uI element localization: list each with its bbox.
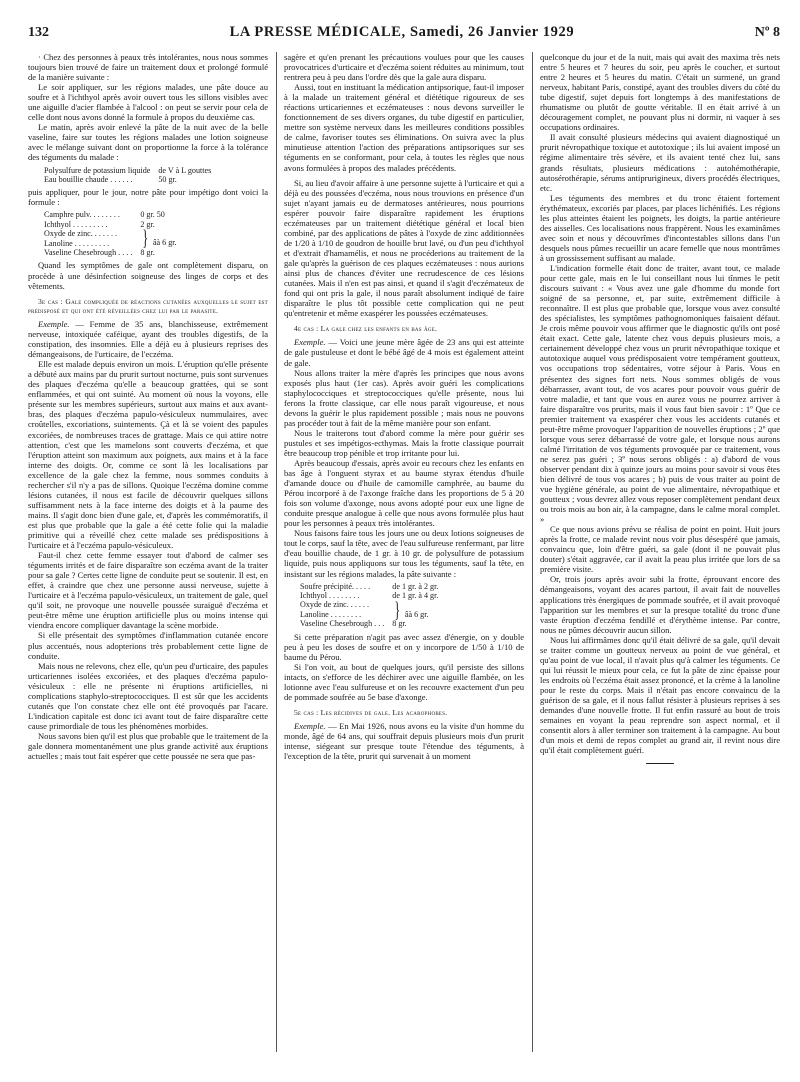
ingredient: Vaseline Chesebrough . . . xyxy=(300,619,385,629)
journal-title: LA PRESSE MÉDICALE, Samedi, 26 Janvier 1929 xyxy=(229,24,575,40)
prescription-row xyxy=(298,591,440,600)
paragraph: Mais nous ne relevons, chez elle, qu'un peu d'urticaire, des papules urticariennes isolées excoriées, et des plaques d'eczéma papulo-vésiculeux : elle ne présente ni éruptions artificielles, ni complications staphylo-streptococciques. Il est sûr que les accidents cutanés que l'on constate chez elle ont été provoqués par l'acare. L'indication capitale est donc ici avant tout de faire disparaître cette cause primordiale de tous les phénomènes morbides. xyxy=(28,660,268,731)
dose-value: âà 6 gr. xyxy=(152,238,177,248)
page-number: 132 xyxy=(28,25,49,40)
dose-value: âà 6 gr. xyxy=(404,609,429,619)
column-divider xyxy=(532,52,533,1052)
dose: de 1 gr. à 2 gr. xyxy=(392,581,439,591)
ingredient: Lanoline . . . . . . . . . xyxy=(44,238,110,248)
prescription-row xyxy=(42,210,179,219)
paragraph: Nous allons traiter la mère d'après les principes que nous avons exposés plus haut (1er cas). Après avoir guéri les complications staphylococciques et streptococciques qu'elle présente, nous lui ferons la frotte classique, car elle nous paraît vigoureuse, et nous devons la guérir le plus rapidement possible ; mais nous ne pouvons pas procéder tout à fait de la même manière pour son enfant. xyxy=(284,367,524,428)
paragraph: Quand les symptômes de gale ont complètement disparu, on procède à une désinfection soigneuse des linges de corps et des vêtements. xyxy=(28,260,268,291)
example-label: Exemple. xyxy=(294,721,326,732)
ingredient: Ichthyol . . . . . . . . xyxy=(300,590,360,600)
dose: de V à L gouttes xyxy=(158,165,212,175)
paragraph: Après beaucoup d'essais, après avoir eu recours chez les enfants en bas âge à l'onguent styrax et au baume styrax étendus d'huile d'amande douce ou d'huile de camomille camphrée, au baume du Pérou incorporé à de l'axonge fraîche dans les proportions de 5 à 20 fois son volume d'axonge, nous avons adopté pour eux une ligne de conduite presque analogue à celle que nous avons formulée plus haut pour les personnes à peaux très intolérantes. xyxy=(284,457,524,529)
paragraph: Ce que nous avions prévu se réalisa de point en point. Huit jours après la frotte, ce malade revint nous voir plus désespéré que jamais, convaincu que, loin d'être guéri, sa gale (dont il ne pouvait plus douter) s'était aggravée, car il avait la peau plus irritée que lors de sa première visite. xyxy=(540,524,780,575)
dose: 50 gr. xyxy=(158,174,177,184)
dose xyxy=(386,596,440,622)
paragraph: quelconque du jour et de la nuit, mais qui avait des maxima très nets entre 5 heures et 7 heures du soir, peu après le coucher, et surtout entre 2 heures et 5 heures du matin. C'était un surmené, un grand nerveux, habitant Paris, constipé, ayant des troubles divers du côté du tube digestif, sujet depuis fort longtemps à des manifestations de rhumatisme ou plutôt de goutte véritable. Il en était arrivé à un découragement complet, ne pouvant plus ni dormir, ni vaquer à ses occupations ordinaires. xyxy=(540,52,780,133)
paragraph: Le soir appliquer, sur les régions malades, une pâte douce au soufre et à l'ichthyol après avoir ouvert tous les sillons visibles avec une aiguille d'acier flambée à l'alcool : on peut se servir pour cela de celle dont nous avons donné la formule à propos du deuxième cas. xyxy=(28,82,268,123)
paragraph: Si elle présentait des symptômes d'inflammation cutanée encore plus accentués, nous adopterions très probablement cette ligne de conduite. xyxy=(28,630,268,661)
prescription-row xyxy=(298,582,440,591)
paragraph: Nous le traiterons tout d'abord comme la mère pour guérir ses pustules et ses impétigos-ecthymas. Mais la frotte classique pourrait être beaucoup trop pénible et trop irritante pour lui. xyxy=(284,427,524,458)
ingredient: Polysulfure de potassium liquide xyxy=(44,165,151,175)
newspaper-page xyxy=(28,24,780,1064)
ingredient: Vaseline Chesebrough . . . . xyxy=(44,248,133,258)
example-label: Exemple. xyxy=(294,337,326,348)
column-divider xyxy=(276,52,277,1052)
paragraph: Elle est malade depuis environ un mois. L'éruption qu'elle présente a débuté aux mains par du prurit surtout nocturne, puis sont survenues des plaques d'eczéma qu'elle a beaucoup grattées, qui se sont enflammées, et qui ont suinté. Au moment où nous la voyons, elle présente sur les membres supérieurs, surtout aux mains et aux avant-bras, des plaques d'eczéma papulo-vésiculeux nummulaires, avec croûtelles, excoriations, suintements. Çà et là se voient des papules excoriées, de nombreuses traces de grattage. Mais ce qui attire notre attention, c'est que les mamelons sont couverts d'eczéma, et que l'éruption atteint son maximum aux poignets, aux mains et à la face interne des doigts. Or, comme ce sont là les localisations par excellence de la gale chez la femme, nous sommes conduits à rechercher s'il n'y a pas de sillons. Quoique l'eczéma domine comme lésions cutanées, il nous est facile de découvrir quelques sillons suffisamment nets à la face interne des doigts et à la paume des mains. Il s'agit donc bien d'une gale, et, d'après les commémoratifs, il est plus que probable que la gale a été cette folie qui la maladie primitive qui a réveillé chez cette malade ses prédispositions à l'urticaire et à l'eczéma papulo-vésiculeux. xyxy=(28,359,268,551)
ingredient: Oxyde de zinc. . . . . . xyxy=(300,600,370,610)
ingredient: Oxyde de zinc. . . . . . . xyxy=(44,229,118,239)
paragraph: Faut-il chez cette femme essayer tout d'abord de calmer ses téguments irrités et de faire disparaître son eczéma avant de la traiter pour sa gale ? Certes cette ligne de conduite peut se soutenir. Il est, en effet, à craindre que chez une personne aussi nerveuse, sujette à l'urticaire et à l'eczéma papulo-vésiculeux, un traitement de gale, quel qu'il soit, ne provoque une nouvelle poussée suraiguë d'eczéma et peut-être même une éruption artificielle plus ou moins intense qui viendra encore compliquer davantage la scène morbide. xyxy=(28,550,268,631)
paragraph xyxy=(284,721,524,761)
example-text: — Voici une jeune mère âgée de 23 ans qui est atteinte de gale pustuleuse et dont le bébé âgé de 4 mois est également atteint de gale. xyxy=(284,337,524,368)
prescription-row xyxy=(42,175,213,184)
prescription-paste xyxy=(42,210,179,257)
dose: 2 gr. xyxy=(140,219,155,229)
paragraph: Or, trois jours après avoir subi la frotte, éprouvant encore des démangeaisons, voyant des acares partout, il avait fait de nouvelles applications très énergiques de pommade soufrée, et il avait provoqué l'apparition sur les membres et sur la presque totalité du tronc d'une vaste éruption d'eczéma fendillé et d'érythème intense. Par contre, nous ne pûmes découvrir aucun sillon. xyxy=(540,574,780,635)
issue-number: Nº 8 xyxy=(754,25,780,40)
section-heading: 3e cas : Gale compliquée de réactions cutanées auxquelles le sujet est prédisposé et qui ont été réveillées chez lui par le parasite. xyxy=(28,296,268,315)
paragraph: puis appliquer, pour le jour, notre pâte pour impétigo dont voici la formule : xyxy=(28,187,268,208)
paragraph: Le matin, après avoir enlevé la pâte de la nuit avec de la belle vaseline, faire sur toutes les régions malades une lotion soigneuse avec le mélange suivant dont on proportionne la force à la tolérance des téguments du malade : xyxy=(28,122,268,163)
dose: 8 gr. xyxy=(392,619,407,629)
ingredient: Soufre précipité. . . . . xyxy=(300,581,371,591)
section-heading: 4e cas : La gale chez les enfants en bas âge. xyxy=(294,324,438,334)
paragraph: Nous savons bien qu'il est plus que probable que le traitement de la gale donnera momentanément une plus grande activité aux éruptions actuelles ; mais tout fait espérer que cette poussée ne sera que pas- xyxy=(28,730,268,762)
prescription-row xyxy=(42,248,179,257)
prescription-row xyxy=(42,229,179,238)
ingredient: Lanoline . . . . . . . . xyxy=(300,609,362,619)
paragraph xyxy=(284,337,524,367)
column-3 xyxy=(540,52,780,1060)
brace-glyph: } xyxy=(142,225,149,251)
text-columns xyxy=(28,52,780,1060)
paragraph xyxy=(28,319,268,359)
ingredient: Eau bouillie chaude . . . . . . xyxy=(44,174,133,184)
section-heading: 5e cas : Les récidives de gale. Les acarophobes. xyxy=(294,707,448,717)
prescription-lotion xyxy=(42,166,213,185)
dose: 0 gr. 50 xyxy=(140,210,165,220)
prescription-row xyxy=(298,600,440,609)
example-text: — En Mai 1926, nous avons eu la visite d'un homme du monde, âgé de 64 ans, qui souffrait depuis plusieurs mois d'un prurit intense, siégeant sur presque toute l'étendue des téguments, à l'exception de la tête, prurit qui survenait à un moment xyxy=(284,721,524,762)
page-header xyxy=(28,24,780,44)
paragraph: L'indication formelle était donc de traiter, avant tout, ce malade pour cette gale, mais en le lui conseillant nous lui tînmes le petit discours suivant : « Vous avez une gale d'homme du monde fort soigné de sa personne, et, par suite, extrêmement difficile à reconnaître. Il est plus que probable que, lorsque vous avez consulté des spécialistes, les symptômes pathognomoniques faisaient défaut. Je crois même pouvoir vous affirmer que le diagnostic qu'ils ont posé était exact. Cette gale, latente chez vous depuis plusieurs mois, a certainement développé chez vous un prurit névropathique toxique et autotoxique auquel vous prédisposaient votre tempérament goutteux, vos occupations trop sédentaires, votre séjour à Paris. Vous en présentez des signes fort nets. Nous sommes obligés de vous débarrasser, avant tout, de vos acares pour pouvoir vous guérir de votre maladie, et tant que vous en aurez vous ne pourrez arriver à faire disparaître vos prurits, mais il vous faut bien savoir : 1º Que ce premier traitement va exaspérer chez vous les accidents cutanés et peut-être même provoquer l'apparition de nouvelles éruptions ; 2º que lorsque vous serez débarrassé de votre gale, et lorsque nous aurons calmé l'irritation de vos téguments provoquée par ce traitement, vous ne serez pas guéri ; 3º nous serons obligés : a) d'abord de vous observer pendant dix à quinze jours au moins pour savoir si vous êtes bien délivré de tous vos acares ; b) puis de vous traiter au point de vue hygiène générale, au point de vue alimentaire, névropathique et goutteux ; vous devrez allez vous reposer complètement pendant deux ou trois mois au bon air, à la campagne, dans le calme moral complet. » xyxy=(540,262,780,525)
paragraph: Nous lui affirmâmes donc qu'il était délivré de sa gale, qu'il devait se traiter comme un goutteux nerveux au point de vue général, et qu'au point de vue local, il n'avait plus qu'à calmer les téguments. Ce qui lui réussit le mieux pour cela, ce fut la pâte de zinc épaisse pour les endroits où l'eczéma était assez prononcé, et la crème à la lanoline pour le reste du corps. Mais il n'était pas encore convaincu de la guérison de sa gale, et il nous fallut résister à plusieurs reprises à ses demandes d'une nouvelle frotte. Il fut enfin rassuré au bout de trois semaines en voyant la peau reprendre son aspect normal, et il consentit alors à aller terminer son traitement à la campagne. Au bout d'un mois et demi de repos complet au grand air, il revint nous dire qu'il était complètement guéri. xyxy=(540,634,780,756)
example-label: Exemple. xyxy=(38,319,70,329)
prescription-row xyxy=(42,220,179,229)
paragraph: Les téguments des membres et du tronc étaient fortement érythémateux, excoriés par places, par places lichénifiés. Les régions les plus atteintes étaient les poignets, les doigts, la partie antérieure des aisselles. Ces localisations nous frappèrent. Nous les examinâmes avec soin et nous y découvrîmes d'incontestables sillons dans l'un desquels nous pûmes recueillir un acare femelle que nous montrâmes à un grossissement suffisant au malade. xyxy=(540,192,780,263)
dose xyxy=(134,225,178,251)
paragraph: Si l'on voit, au bout de quelques jours, qu'il persiste des sillons intacts, on s'efforce de les déchirer avec une aiguille flambée, on les lotionne avec l'eau sulfureuse et on les recouvre exactement d'un peu de pommade soufrée au 5e base d'axonge. xyxy=(284,661,524,702)
column-2 xyxy=(284,52,524,1060)
prescription-row xyxy=(42,166,213,175)
dose: de 1 gr. à 4 gr. xyxy=(392,590,439,600)
example-text: — Femme de 35 ans, blanchisseuse, extrêmement nerveuse, intoxiquée caféique, ayant des troubles digestifs, de la constipation, des insomnies. Elle a déjà eu à plusieurs reprises des démangeaisons, de l'urticaire, de l'eczéma. xyxy=(28,319,268,360)
prescription-row xyxy=(298,619,440,628)
paragraph: Si, au lieu d'avoir affaire à une personne sujette à l'urticaire et qui a déjà eu des poussées d'eczéma, nous nous trouvions en présence d'un sujet n'ayant jamais eu de dermatoses antérieures, nous pourrions espérer pouvoir faire disparaître rapidement les éruptions eczémateuses par un traitement diététique général et local bien combiné, par des applications de pâtes à l'oxyde de zinc additionnées de 1/20 à 1/10 de goudron de houille brut lavé, ou d'un peu d'ichthyol et d'extrait d'hamamélis, et nous ne procéderions au traitement de la gale qu'après la guérison de ces plaques eczémateuses : nous aurions ainsi plus de chances d'éviter une recrudescence de ces lésions cutanées. Mais il n'en est pas ainsi, et quand il s'agit d'eczémateux de fond qui ont pris la gale, il nous paraît absolument indiqué de faire disparaître le plus tôt possible cette complication qui ne peut qu'entretenir et même exaspérer les poussées eczémateuses. xyxy=(284,177,524,319)
paragraph: Aussi, tout en instituant la médication antipsorique, faut-il imposer à la malade un traitement général et diététique rigoureux de ses réactions urticariennes et eczémateuses : nous devons surveiller le fonctionnement de ses divers organes, du tube digestif en particulier, mettre son système nerveux dans les meilleures conditions possibles de calme, favoriser toutes ses éliminations. On suivra avec la plus minutieuse attention l'action des préparations antipsoriques sur ses téguments en se conformant, pour cela, à toutes les règles que nous avons formulées à propos des malades précédents. xyxy=(284,82,524,173)
ingredient: Ichthyol . . . . . . . . . xyxy=(44,219,108,229)
column-1 xyxy=(28,52,268,1060)
paragraph: Si cette préparation n'agit pas avec assez d'énergie, on y double peu à peu les doses de soufre et on y incorpore de 1/50 à 1/10 de baume du Pérou. xyxy=(284,631,524,662)
end-rule xyxy=(646,763,674,764)
paragraph: Il avait consulté plusieurs médecins qui avaient diagnostiqué un prurit névropathique toxique et autotoxique ; ils lui avaient imposé un régime alimentaire très sévère, et ils avaient tenté chez lui, sans grands résultats, plusieurs médications : autohémothérapie, autosérothérapie, sérums antiprurigineux, divers procédés électriques, etc. xyxy=(540,132,780,193)
paragraph: · Chez des personnes à peaux très intolérantes, nous nous sommes toujours bien trouvé de faire un traitement doux et prolongé formulé de la manière suivante : xyxy=(28,52,268,83)
prescription-sulfur-paste xyxy=(298,582,440,629)
paragraph: Nous faisons faire tous les jours une ou deux lotions soigneuses de tout le corps, sauf la tête, avec de l'eau sulfureuse renfermant, par litre d'eau bouillie chaude, de 1 gr. à 10 gr. de polysulfure de potassium liquide, puis nous appliquons sur tous les téguments, sauf la tête, en insistant sur les régions malades, la pâte suivante : xyxy=(284,528,524,579)
paragraph: sagère et qu'en prenant les précautions voulues pour que les causes provocatrices d'urticaire et d'eczéma soient réduites au minimum, tout rentrera peu à peu dans l'ordre dès que la gale aura disparu. xyxy=(284,52,524,83)
ingredient: Camphre pulv. . . . . . . . xyxy=(44,210,120,220)
brace-glyph: } xyxy=(394,596,401,622)
dose: 8 gr. xyxy=(140,248,155,258)
